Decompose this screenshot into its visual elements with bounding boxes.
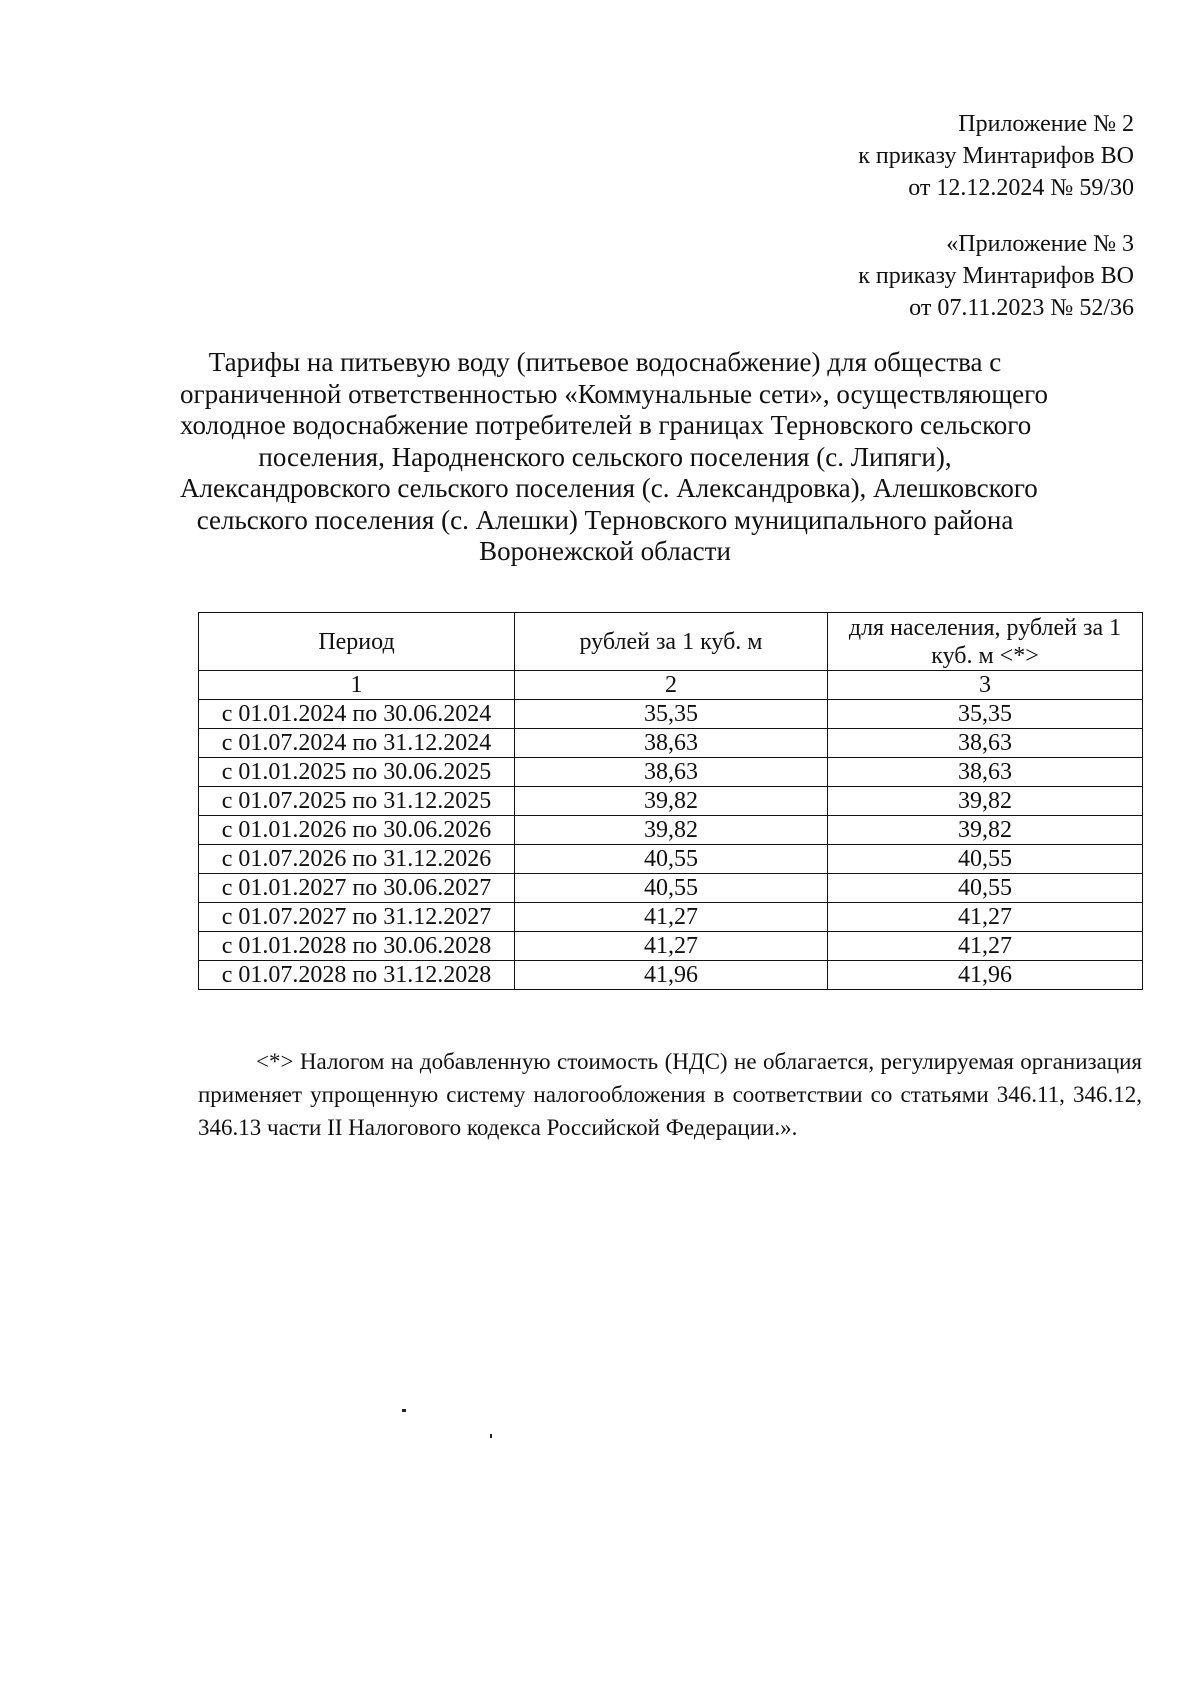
population-rate-cell: 39,82 [828,816,1143,845]
scan-speck [490,1434,492,1438]
table-row [199,903,1143,932]
rate-cell: 39,82 [515,816,828,845]
title-line: ограниченной ответственностью «Коммунальные сети», осуществляющего [180,378,1049,409]
period-cell: с 01.01.2025 по 30.06.2025 [199,758,515,787]
amended-appendix-header-line: к приказу Минтарифов ВО [858,263,1134,289]
rate-cell: 35,35 [515,700,828,729]
population-rate-cell: 38,63 [828,729,1143,758]
population-rate-cell: 40,55 [828,874,1143,903]
table-row [199,961,1143,990]
population-rate-cell: 41,96 [828,961,1143,990]
column-number-row [199,671,1143,700]
table-row [199,932,1143,961]
population-rate-cell: 41,27 [828,903,1143,932]
period-cell: с 01.01.2024 по 30.06.2024 [199,700,515,729]
title-line: Александровского сельского поселения (с. Александровка), Алешковского [180,473,1038,503]
population-rate-header-line: куб. м <*> [931,642,1039,669]
period-cell: с 01.01.2026 по 30.06.2026 [199,816,515,845]
rate-column-header: рублей за 1 куб. м [515,613,828,671]
footnote: <*> Налогом на добавленную стоимость (НДС) не облагается, регулируемая организация применяет упрощенную систему налогообложения в соответствии со статьями 346.11, 346.12, 346.13 части II Налогового кодекса Российской Федерации.». [198,1049,1142,1140]
population-rate-cell: 38,63 [828,758,1143,787]
rate-cell: 39,82 [515,787,828,816]
table-row [199,700,1143,729]
period-cell: с 01.07.2024 по 31.12.2024 [199,729,515,758]
period-cell: с 01.01.2028 по 30.06.2028 [199,932,515,961]
period-cell: с 01.07.2026 по 31.12.2026 [199,845,515,874]
table-row [199,787,1143,816]
population-rate-cell: 39,82 [828,787,1143,816]
column-number: 2 [515,671,828,700]
population-rate-cell: 41,27 [828,932,1143,961]
period-cell: с 01.07.2027 по 31.12.2027 [199,903,515,932]
period-column-header: Период [199,613,515,671]
population-rate-column-header [828,613,1143,671]
population-rate-cell: 40,55 [828,845,1143,874]
table-header-row [199,613,1143,671]
document-title [180,347,1049,568]
period-cell: с 01.07.2025 по 31.12.2025 [199,787,515,816]
title-line: Воронежской области [479,536,731,566]
title-line: сельского поселения (с. Алешки) Терновского муниципального района [196,504,1014,535]
title-line: холодное водоснабжение потребителей в границах Терновского сельского [180,410,1032,440]
period-cell: с 01.01.2027 по 30.06.2027 [199,874,515,903]
population-rate-header-line: для населения, рублей за 1 [848,614,1122,641]
title-line: Тарифы на питьевую воду (питьевое водоснабжение) для общества с [208,347,1002,377]
rate-cell: 40,55 [515,874,828,903]
amended-appendix-header [858,228,1134,324]
period-cell: с 01.07.2028 по 31.12.2028 [199,961,515,990]
scan-speck [402,1409,406,1412]
rate-cell: 38,63 [515,729,828,758]
rate-cell: 41,96 [515,961,828,990]
title-line: поселения, Народненского сельского поселения (с. Липяги), [258,441,952,472]
tariff-table [198,612,1143,990]
table-row [199,729,1143,758]
rate-cell: 41,27 [515,903,828,932]
amended-appendix-header-line: от 07.11.2023 № 52/36 [909,295,1134,321]
appendix-header [858,108,1134,204]
appendix-header-line: от 12.12.2024 № 59/30 [908,175,1134,201]
rate-cell: 38,63 [515,758,828,787]
rate-cell: 40,55 [515,845,828,874]
column-number: 1 [199,671,515,700]
population-rate-cell: 35,35 [828,700,1143,729]
appendix-header-line: к приказу Минтарифов ВО [858,143,1134,169]
table-row [199,874,1143,903]
table-row [199,758,1143,787]
appendix-header-line: Приложение № 2 [958,111,1134,137]
rate-cell: 41,27 [515,932,828,961]
column-number: 3 [828,671,1143,700]
table-row [199,816,1143,845]
amended-appendix-header-line: «Приложение № 3 [946,231,1134,257]
table-row [199,845,1143,874]
